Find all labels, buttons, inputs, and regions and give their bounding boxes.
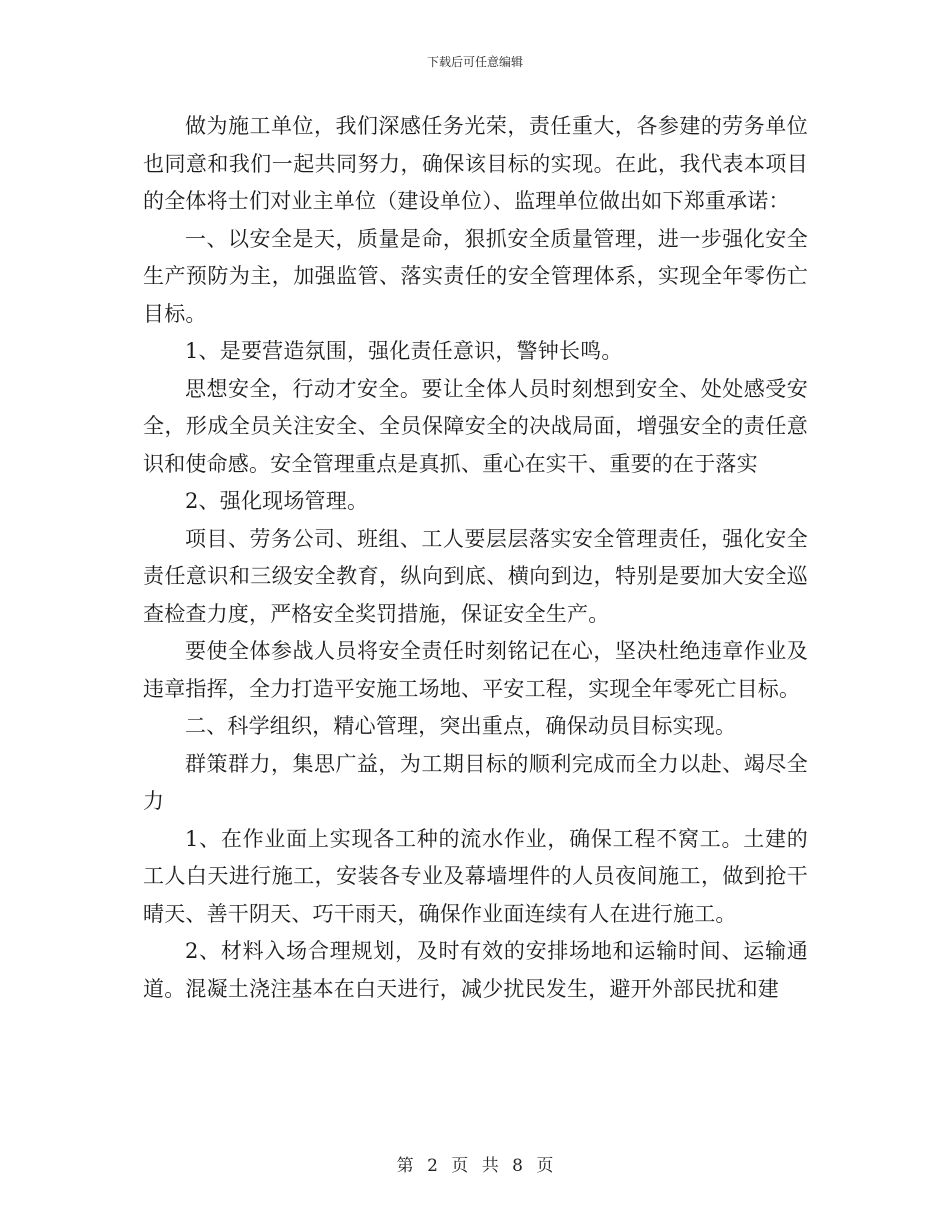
paragraph-2: 一、以安全是天，质量是命，狠抓安全质量管理，进一步强化安全生产预防为主，加强监管、落实责任的安全管理体系，实现全年零伤亡目标。 bbox=[143, 226, 808, 326]
page-label-mid2: 共 bbox=[481, 1156, 499, 1176]
page-label-mid1: 页 bbox=[451, 1156, 469, 1176]
paragraph-6: 项目、劳务公司、班组、工人要层层落实安全管理责任，强化安全责任意识和三级安全教育，纵向到底、横向到边，特别是要加大安全巡查检查力度，严格安全奖罚措施，保证安全生产。 bbox=[143, 526, 808, 626]
paragraph-11: 2、材料入场合理规划，及时有效的安排场地和运输时间、运输通道。混凝土浇注基本在白天进行，减少扰民发生，避开外部民扰和建 bbox=[143, 939, 808, 1001]
paragraph-8: 二、科学组织，精心管理，突出重点，确保动员目标实现。 bbox=[185, 714, 737, 738]
paragraph-9: 群策群力，集思广益，为工期目标的顺利完成而全力以赴、竭尽全力 bbox=[143, 751, 808, 813]
page-number-footer bbox=[0, 1156, 950, 1176]
page-current: 2 bbox=[427, 1156, 438, 1176]
header-note: 下载后可任意编辑 bbox=[426, 55, 523, 69]
paragraph-10: 1、在作业面上实现各工种的流水作业，确保工程不窝工。土建的工人白天进行施工，安装各专业及幕墙埋件的人员夜间施工，做到抢干晴天、善干阴天、巧干雨天，确保作业面连续有人在进行施工。 bbox=[143, 826, 808, 926]
paragraph-5: 2、强化现场管理。 bbox=[185, 489, 369, 513]
page-label-prefix: 第 bbox=[396, 1156, 414, 1176]
paragraph-3: 1、是要营造氛围，强化责任意识，警钟长鸣。 bbox=[185, 339, 623, 363]
paragraph-1: 做为施工单位，我们深感任务光荣，责任重大，各参建的劳务单位也同意和我们一起共同努力，确保该目标的实现。在此，我代表本项目的全体将士们对业主单位（建设单位）、监理单位做出如下郑重承诺： bbox=[143, 114, 808, 213]
paragraph-4: 思想安全，行动才安全。要让全体人员时刻想到安全、处处感受安全，形成全员关注安全、全员保障安全的决战局面，增强安全的责任意识和使命感。安全管理重点是真抓、重心在实干、重要的在于落实 bbox=[143, 376, 808, 476]
paragraph-7: 要使全体参战人员将安全责任时刻铭记在心，坚决杜绝违章作业及违章指挥，全力打造平安施工场地、平安工程，实现全年零死亡目标。 bbox=[143, 639, 808, 701]
page-label-suffix: 页 bbox=[536, 1156, 554, 1176]
document-body bbox=[143, 108, 808, 1008]
page-total: 8 bbox=[512, 1156, 523, 1176]
